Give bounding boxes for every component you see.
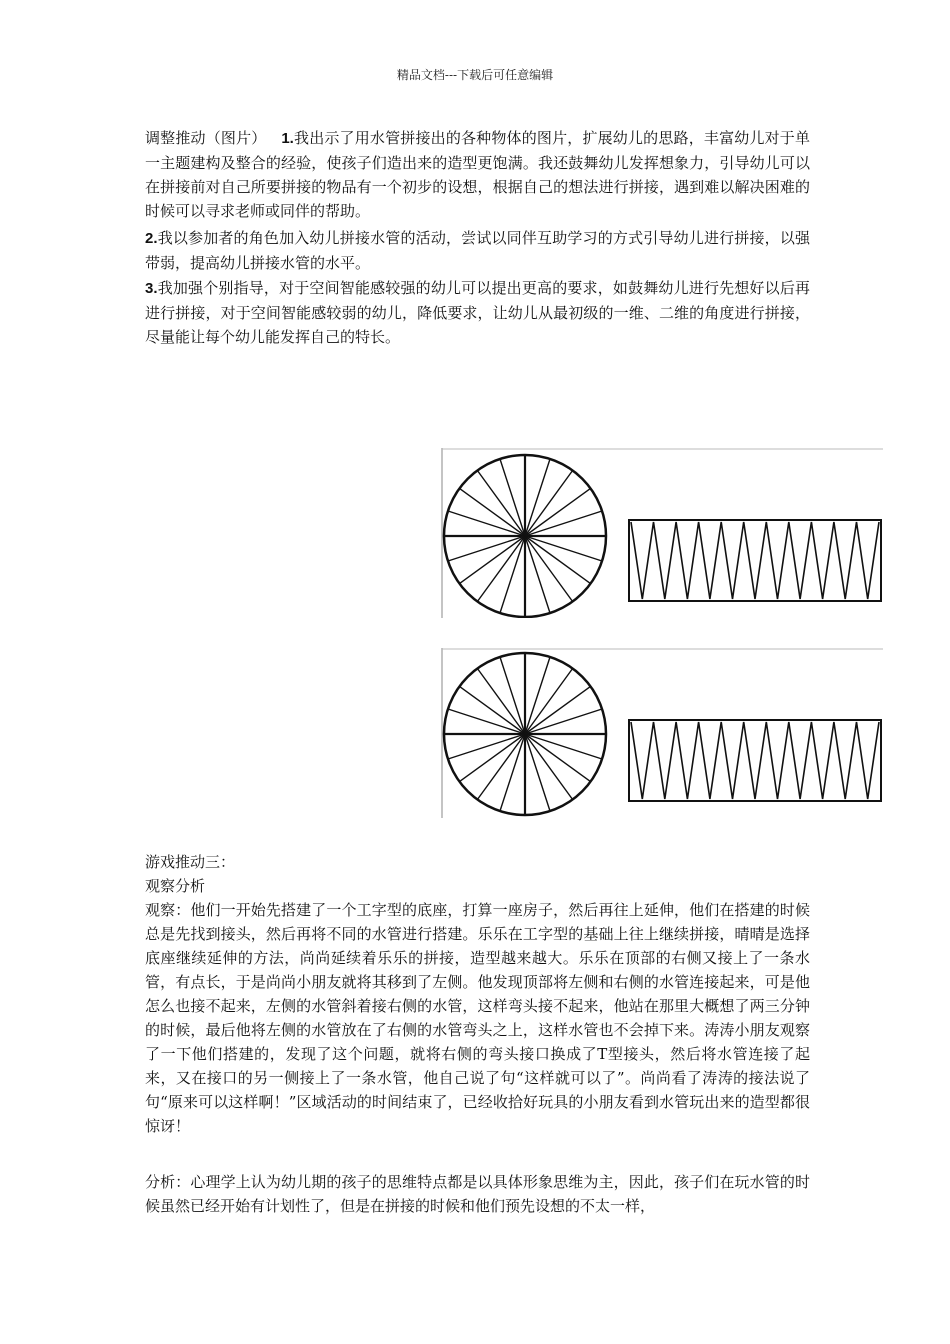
- wheel-spoke: [525, 669, 573, 735]
- paragraph-1: [145, 126, 810, 223]
- wheel-spoke: [477, 734, 525, 800]
- wheel-spoke: [525, 709, 602, 734]
- figure-drawing: [441, 648, 883, 818]
- wheel-spoke: [448, 709, 525, 734]
- wheel-spoke: [448, 536, 525, 561]
- paragraph-2: [145, 226, 810, 275]
- item-number: 3.: [145, 280, 158, 297]
- wheel-spoke: [460, 734, 526, 782]
- section-heading: 调整推动（图片）: [145, 129, 267, 147]
- wheel-spoke: [448, 511, 525, 536]
- wheel-spoke: [500, 459, 525, 536]
- wheel-spoke: [525, 734, 573, 800]
- wheel-spoke: [500, 657, 525, 734]
- zigzag-line: [631, 722, 879, 799]
- wheel-spoke: [525, 459, 550, 536]
- paragraph-text: 我以参加者的角色加入幼儿拼接水管的活动，尝试以同伴互助学习的方式引导幼儿进行拼接，以强带弱，提高幼儿拼接水管的水平。: [145, 229, 810, 272]
- analysis-paragraph: 分析：心理学上认为幼儿期的孩子的思维特点都是以具体形象思维为主，因此，孩子们在玩水管的时候虽然已经开始有计划性了，但是在拼接的时候和他们预先设想的不太一样，: [145, 1173, 810, 1215]
- wheel-spoke: [477, 669, 525, 735]
- wheel-spoke: [525, 471, 573, 537]
- item-number: 1.: [281, 130, 294, 147]
- wheel-spoke: [525, 657, 550, 734]
- wheel-spoke: [525, 536, 573, 602]
- wheel-zigzag-figure: [441, 448, 883, 618]
- wheel-spoke: [525, 734, 550, 811]
- wheel-spoke: [525, 536, 591, 584]
- wheel-spoke: [525, 734, 591, 782]
- figure-drawing: [441, 448, 883, 618]
- zigzag-line: [631, 522, 879, 599]
- wheel-spoke: [448, 734, 525, 759]
- wheel-spoke: [525, 536, 550, 613]
- wheel-spoke: [525, 511, 602, 536]
- wheel-spoke: [525, 488, 591, 536]
- wheel-spoke: [525, 536, 602, 561]
- page-header: 精品文档---下载后可任意编辑: [396, 68, 554, 82]
- wheel-spoke: [477, 471, 525, 537]
- subheading: 观察分析: [145, 877, 206, 895]
- wheel-spoke: [500, 536, 525, 613]
- wheel-spoke: [500, 734, 525, 811]
- wheel-spoke: [525, 686, 591, 734]
- wheel-spoke: [477, 536, 525, 602]
- section-heading-2: 游戏推动三：: [145, 853, 236, 871]
- wheel-spoke: [460, 488, 526, 536]
- wheel-spoke: [460, 686, 526, 734]
- paragraph-3: [145, 276, 810, 349]
- observation-paragraph: 观察：他们一开始先搭建了一个工字型的底座，打算一座房子，然后再往上延伸，他们在搭建的时候总是先找到接头，然后再将不同的水管进行搭建。乐乐在工字型的基础上往上继续拼接，晴晴是选择底座继续延伸的方法，尚尚延续着乐乐的拼接，造型越来越大。乐乐在顶部的右侧又接上了一条水管，有点长，于是尚尚小朋友就将其移到了左侧。他发现顶部将左侧和右侧的水管连接起来，可是他怎么也接不起来，左侧的水管斜着接右侧的水管，这样弯头接不起来，他站在那里大概想了两三分钟的时候，最后他将左侧的水管放在了右侧的水管弯头之上，这样水管也不会掉下来。涛涛小朋友观察了一下他们搭建的，发现了这个问题，就将右侧的弯头接口换成了T型接头，然后将水管连接了起来，又在接口的另一侧接上了一条水管，他自己说了句“这样就可以了”。尚尚看了涛涛的接法说了句“原来可以这样啊！”区域活动的时间结束了，已经收拾好玩具的小朋友看到水管玩出来的造型都很惊讶！: [145, 901, 810, 1135]
- wheel-spoke: [460, 536, 526, 584]
- paragraph-text: 我出示了用水管拼接出的各种物体的图片，扩展幼儿的思路，丰富幼儿对于单一主题建构及整合的经验，使孩子们造出来的造型更饱满。我还鼓舞幼儿发挥想象力，引导幼儿可以在拼接前对自己所要拼接的物品有一个初步的设想，根据自己的想法进行拼接，遇到难以解决困难的时候可以寻求老师或同伴的帮助。: [145, 129, 810, 220]
- paragraph-text: 我加强个别指导，对于空间智能感较强的幼儿可以提出更高的要求，如鼓舞幼儿进行先想好以后再进行拼接，对于空间智能感较弱的幼儿，降低要求，让幼儿从最初级的一维、二维的角度进行拼接，尽量能让每个幼儿能发挥自己的特长。: [145, 279, 810, 346]
- item-number: 2.: [145, 230, 158, 247]
- wheel-zigzag-figure: [441, 648, 883, 818]
- wheel-spoke: [525, 734, 602, 759]
